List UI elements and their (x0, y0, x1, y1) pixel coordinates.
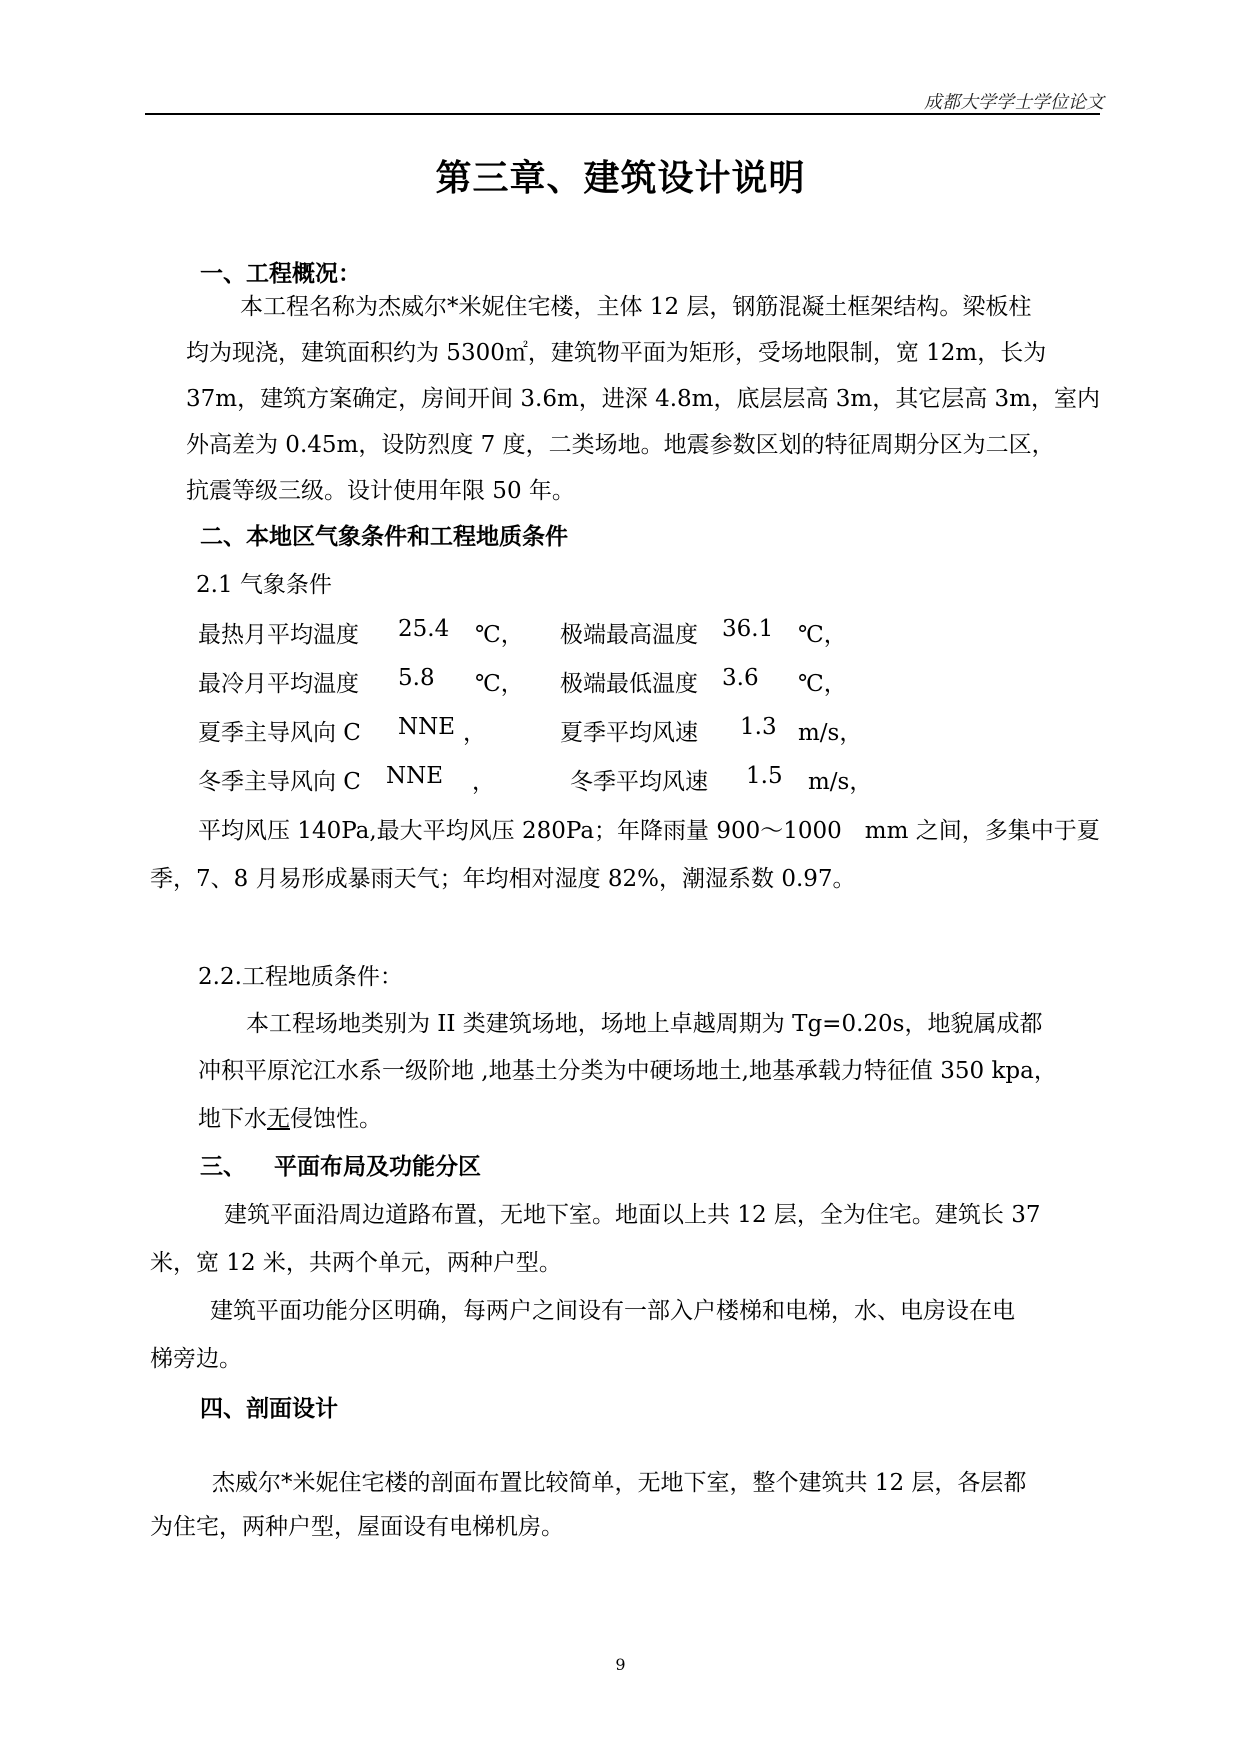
s3-para-1-line-1: 建筑平面沿周边道路布置，无地下室。地面以上共 12 层，全为住宅。建筑长 37 (224, 1202, 1041, 1228)
climate-value-2: 3.6 (722, 665, 759, 691)
climate-label-2: 极端最低温度 (560, 671, 698, 697)
climate-value-2: 1.3 (740, 714, 777, 740)
running-header: 成都大学学士学位论文 (924, 92, 1104, 113)
header-rule (145, 113, 1100, 115)
subsection-2-2: 2.2.工程地质条件： (198, 964, 403, 990)
chapter-title: 第三章、建筑设计说明 (435, 157, 806, 199)
climate-value-2: 36.1 (722, 616, 774, 642)
climate-value: NNE (398, 714, 456, 740)
geology-text: 侵蚀性。 (290, 1106, 382, 1132)
climate-unit: ， (463, 720, 486, 746)
climate-label: 夏季主导风向 C (198, 720, 361, 746)
s1-line-1: 本工程名称为杰威尔*米妮住宅楼，主体 12 层，钢筋混凝土框架结构。梁板柱 (240, 294, 1032, 320)
climate-paragraph-line-2: 季，7、8 月易形成暴雨天气；年均相对湿度 82%，潮湿系数 0.97。 (150, 866, 856, 892)
climate-row (198, 665, 847, 698)
page-number: 9 (615, 1655, 626, 1674)
climate-label-2: 夏季平均风速 (560, 720, 698, 746)
s4-para-line-2: 为住宅，两种户型，屋面设有电梯机房。 (150, 1514, 564, 1540)
section-4-heading: 四、剖面设计 (200, 1395, 338, 1422)
climate-unit-2: m/s， (798, 720, 863, 746)
geology-line-3 (198, 1100, 382, 1133)
climate-value: NNE (386, 763, 444, 789)
s3-para-1-line-2: 米，宽 12 米，共两个单元，两种户型。 (150, 1250, 562, 1276)
geology-line-2: 冲积平原沱江水系一级阶地 ,地基土分类为中硬场地土,地基承载力特征值 350 kpa， (198, 1058, 1057, 1084)
s1-line-4: 外高差为 0.45m，设防烈度 7 度，二类场地。地震参数区划的特征周期分区为二区， (186, 432, 1055, 458)
climate-paragraph-line-1: 平均风压 140Pa,最大平均风压 280Pa；年降雨量 900～1000 mm 之间，多集中于夏 (198, 818, 1100, 844)
geology-line-1: 本工程场地类别为 II 类建筑场地，场地上卓越周期为 Tg=0.20s，地貌属成都 (246, 1011, 1043, 1037)
climate-label-2: 冬季平均风速 (570, 769, 708, 795)
climate-label-2: 极端最高温度 (560, 622, 698, 648)
section-3-title: 平面布局及功能分区 (274, 1153, 481, 1180)
climate-label: 最冷月平均温度 (198, 671, 359, 697)
climate-row (198, 714, 863, 747)
geology-text: 地下水 (198, 1106, 267, 1132)
section-3-number: 三、 (200, 1153, 246, 1180)
climate-value-2: 1.5 (746, 763, 783, 789)
climate-row (198, 616, 847, 649)
s1-line-3: 37m，建筑方案确定，房间开间 3.6m，进深 4.8m，底层层高 3m，其它层高 3m，室内 (186, 386, 1100, 412)
climate-value: 25.4 (398, 616, 450, 642)
climate-unit: ℃， (475, 671, 524, 697)
geology-underlined-word: 无 (267, 1106, 290, 1132)
climate-unit: ℃， (475, 622, 524, 648)
s4-para-line-1: 杰威尔*米妮住宅楼的剖面布置比较简单，无地下室，整个建筑共 12 层，各层都 (212, 1470, 1027, 1496)
s1-line-5: 抗震等级三级。设计使用年限 50 年。 (186, 478, 575, 504)
s3-para-2-line-2: 梯旁边。 (150, 1346, 242, 1372)
climate-row (198, 763, 873, 796)
climate-unit-2: ℃， (798, 622, 847, 648)
section-1-heading: 一、工程概况： (200, 260, 361, 287)
section-2-heading: 二、本地区气象条件和工程地质条件 (200, 523, 568, 550)
climate-value: 5.8 (398, 665, 435, 691)
climate-label: 冬季主导风向 C (198, 769, 361, 795)
section-3-heading (200, 1148, 481, 1181)
climate-unit-2: ℃， (798, 671, 847, 697)
climate-unit: ， (472, 769, 495, 795)
s1-line-2: 均为现浇，建筑面积约为 5300㎡，建筑物平面为矩形，受场地限制，宽 12m，长为 (186, 340, 1047, 366)
s3-para-2-line-1: 建筑平面功能分区明确，每两户之间设有一部入户楼梯和电梯，水、电房设在电 (210, 1298, 1015, 1324)
subsection-2-1: 2.1 气象条件 (196, 572, 332, 598)
climate-unit-2: m/s， (808, 769, 873, 795)
climate-label: 最热月平均温度 (198, 622, 359, 648)
